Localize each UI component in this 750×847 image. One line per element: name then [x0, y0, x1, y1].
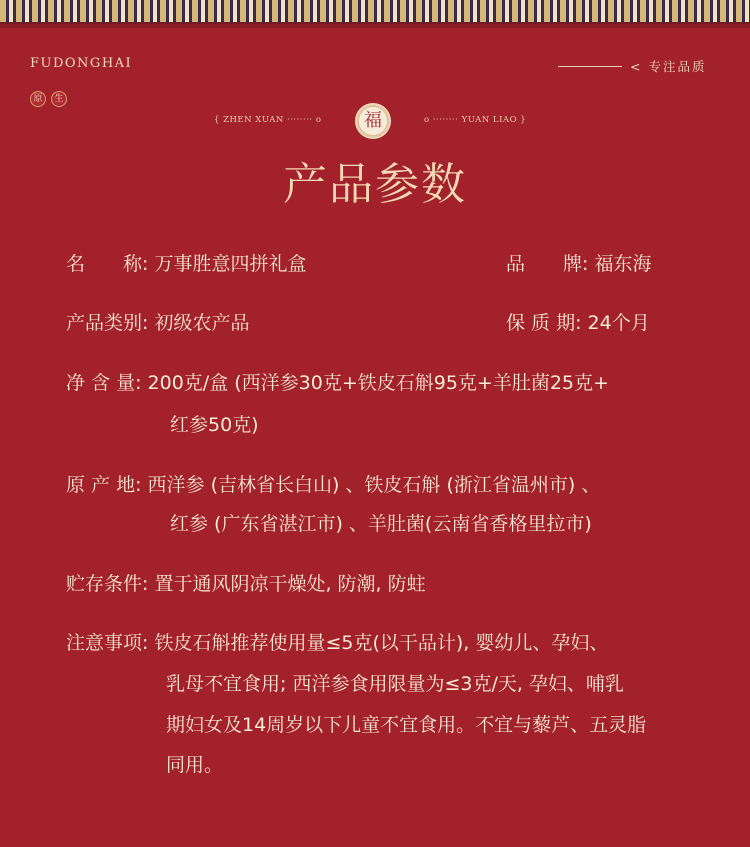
param-notes-line4: [166, 744, 223, 786]
seal-right-text: o ········ YUAN LIAO }: [424, 115, 527, 125]
focus-tagline: < 专注品质: [630, 59, 707, 74]
origin-char: 原: [30, 91, 46, 107]
param-notes-line2: [166, 663, 624, 705]
param-brand: [506, 243, 651, 285]
param-shelf-life: [506, 302, 650, 344]
param-label: 名 称:: [66, 253, 149, 275]
param-origin-cont: [170, 503, 592, 545]
param-label: 贮存条件:: [66, 573, 149, 595]
param-label: 净 含 量:: [66, 372, 142, 394]
param-value: 铁皮石斛推荐使用量≤5克(以干品计), 婴幼儿、孕妇、: [154, 632, 609, 654]
focus-divider: [558, 66, 622, 67]
seal-row: [0, 102, 750, 142]
param-notes: [66, 622, 608, 664]
param-origin: [66, 464, 600, 506]
fu-seal-icon: 福: [355, 103, 391, 139]
param-value: 红参 (广东省湛江市) 、羊肚菌(云南省香格里拉市): [170, 513, 592, 535]
param-value: 200克/盒 (西洋参30克+铁皮石斛95克+羊肚菌25克+: [147, 372, 609, 394]
param-label: 产品类别:: [66, 312, 149, 334]
param-value: 24个月: [587, 312, 650, 334]
param-label: 原 产 地:: [66, 474, 142, 496]
param-value: 福东海: [594, 253, 652, 275]
page-title: 产品参数: [283, 159, 467, 210]
param-value: 初级农产品: [154, 312, 250, 334]
param-net-content-cont: [170, 404, 259, 446]
param-value: 万事胜意四拼礼盒: [154, 253, 307, 275]
param-value: 红参50克): [170, 414, 259, 436]
param-name: [66, 243, 306, 285]
param-value: 置于通风阴凉干燥处, 防潮, 防蛀: [154, 573, 426, 595]
param-label: 品 牌:: [506, 253, 589, 275]
param-value: 期妇女及14周岁以下儿童不宜食用。不宜与藜芦、五灵脂: [166, 714, 647, 736]
param-storage: [66, 563, 426, 605]
origin-char: 生: [51, 91, 67, 107]
param-category: [66, 302, 249, 344]
param-label: 注意事项:: [66, 632, 149, 654]
param-value: 乳母不宜食用; 西洋参食用限量为≤3克/天, 孕妇、哺乳: [166, 673, 624, 695]
seal-left-text: { ZHEN XUAN ········ o: [214, 115, 322, 125]
param-net-content: [66, 362, 609, 404]
param-label: 保 质 期:: [506, 312, 582, 334]
brand-name: FUDONGHAI: [30, 56, 133, 71]
param-value: 同用。: [166, 754, 224, 776]
ornamental-border: [0, 0, 750, 24]
param-value: 西洋参 (吉林省长白山) 、铁皮石斛 (浙江省温州市) 、: [147, 474, 601, 496]
param-notes-line3: [166, 704, 646, 746]
